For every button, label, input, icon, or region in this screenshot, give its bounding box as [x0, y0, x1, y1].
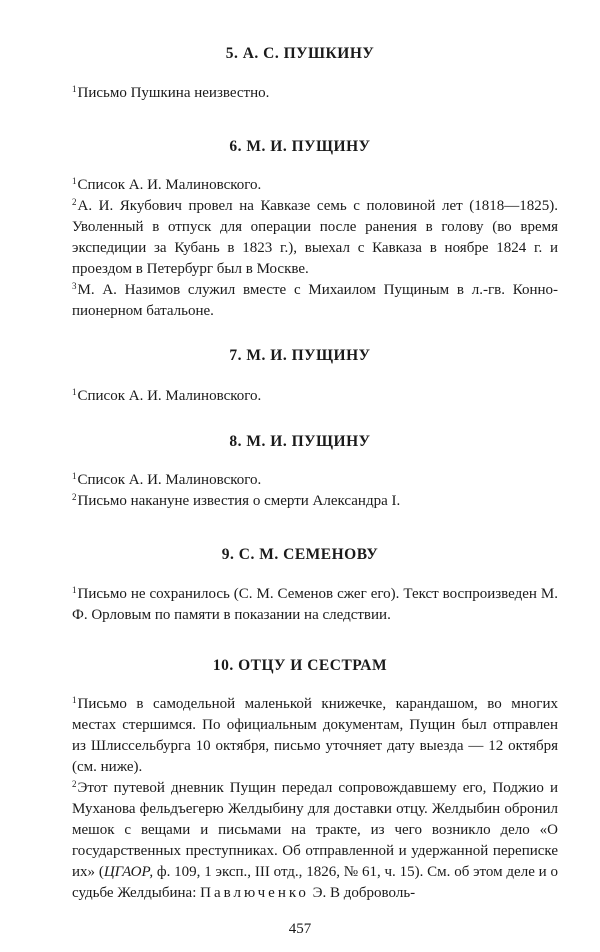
note-text: Письмо не сохранилось (С. М. Семенов сжег его). Текст воспроизведен М. Ф. Орловым по памяти в показании на следствии. — [72, 586, 558, 623]
note-9-1 — [72, 580, 558, 626]
footnote-number: 1 — [72, 176, 77, 186]
note-text: Этот путевой дневник Пущин передал сопровождавшему его, Поджио и Муханова фельдъегерю Желдыбину для доставки отцу. Желдыбин обронил мешок с вещами и письмами на тракте, из чего возникло дело «О государственных преступниках. Об отправленной и удержанной переписке их» ( — [72, 780, 558, 880]
note-text: Список А. И. Малиновского. — [77, 472, 262, 488]
footnote-number: 1 — [72, 387, 77, 397]
footnote-number: 3 — [72, 281, 77, 291]
note-text: Письмо Пушкина неизвестно. — [77, 85, 270, 101]
note-10-2 — [72, 774, 558, 904]
note-text: М. А. Назимов служил вместе с Михаилом Пущиным в л.-гв. Конно-пионерном батальоне. — [72, 282, 558, 319]
note-6-2 — [72, 192, 558, 280]
author-name: Павлюченко — [200, 885, 309, 901]
archive-abbreviation: ЦГАОР, — [103, 864, 154, 880]
section-title-9: 9. С. М. СЕМЕНОВУ — [221, 546, 379, 563]
page-number: 457 — [288, 921, 312, 937]
section-title-10: 10. ОТЦУ И СЕСТРАМ — [212, 657, 388, 674]
footnote-number: 2 — [72, 197, 77, 207]
note-5-1 — [72, 79, 558, 104]
section-title-7: 7. М. И. ПУЩИНУ — [229, 347, 371, 364]
section-title-5: 5. А. С. ПУШКИНУ — [225, 45, 375, 62]
section-title-6: 6. М. И. ПУЩИНУ — [229, 138, 371, 155]
note-text: Э. В доброволь- — [308, 885, 416, 901]
note-text: Письмо накануне известия о смерти Александра I. — [77, 493, 401, 509]
note-8-2 — [72, 487, 558, 512]
footnote-number: 2 — [72, 779, 77, 789]
section-title-8: 8. М. И. ПУЩИНУ — [229, 433, 371, 450]
note-text: А. И. Якубович провел на Кавказе семь с половиной лет (1818—1825). Уволенный в отпуск для операции после ранения в голову (во время экспедиции за Кубань в 1823 г.), выехал с Кавказа в ноябре 1824 г. и проездом в Петербург был в Москве. — [72, 198, 558, 277]
footnote-number: 1 — [72, 585, 77, 595]
note-text: Список А. И. Малиновского. — [77, 388, 262, 404]
note-10-1 — [72, 690, 558, 778]
footnote-number: 1 — [72, 84, 77, 94]
note-text: ф. 109, 1 эксп., III отд., 1826, № 61, ч. 15). См. об этом деле и о судьбе Желдыбина: — [72, 864, 558, 901]
note-text: Список А. И. Малиновского. — [77, 177, 262, 193]
note-6-3 — [72, 276, 558, 322]
footnote-number: 1 — [72, 471, 77, 481]
footnote-number: 2 — [72, 492, 77, 502]
footnote-number: 1 — [72, 695, 77, 705]
note-7-1 — [72, 382, 558, 407]
note-text: Письмо в самодельной маленькой книжечке, карандашом, во многих местах стершимся. По официальным документам, Пущин был отправлен из Шлиссельбурга 10 октября, письмо уточняет дату выезда — 12 октября (см. ниже). — [72, 696, 558, 775]
